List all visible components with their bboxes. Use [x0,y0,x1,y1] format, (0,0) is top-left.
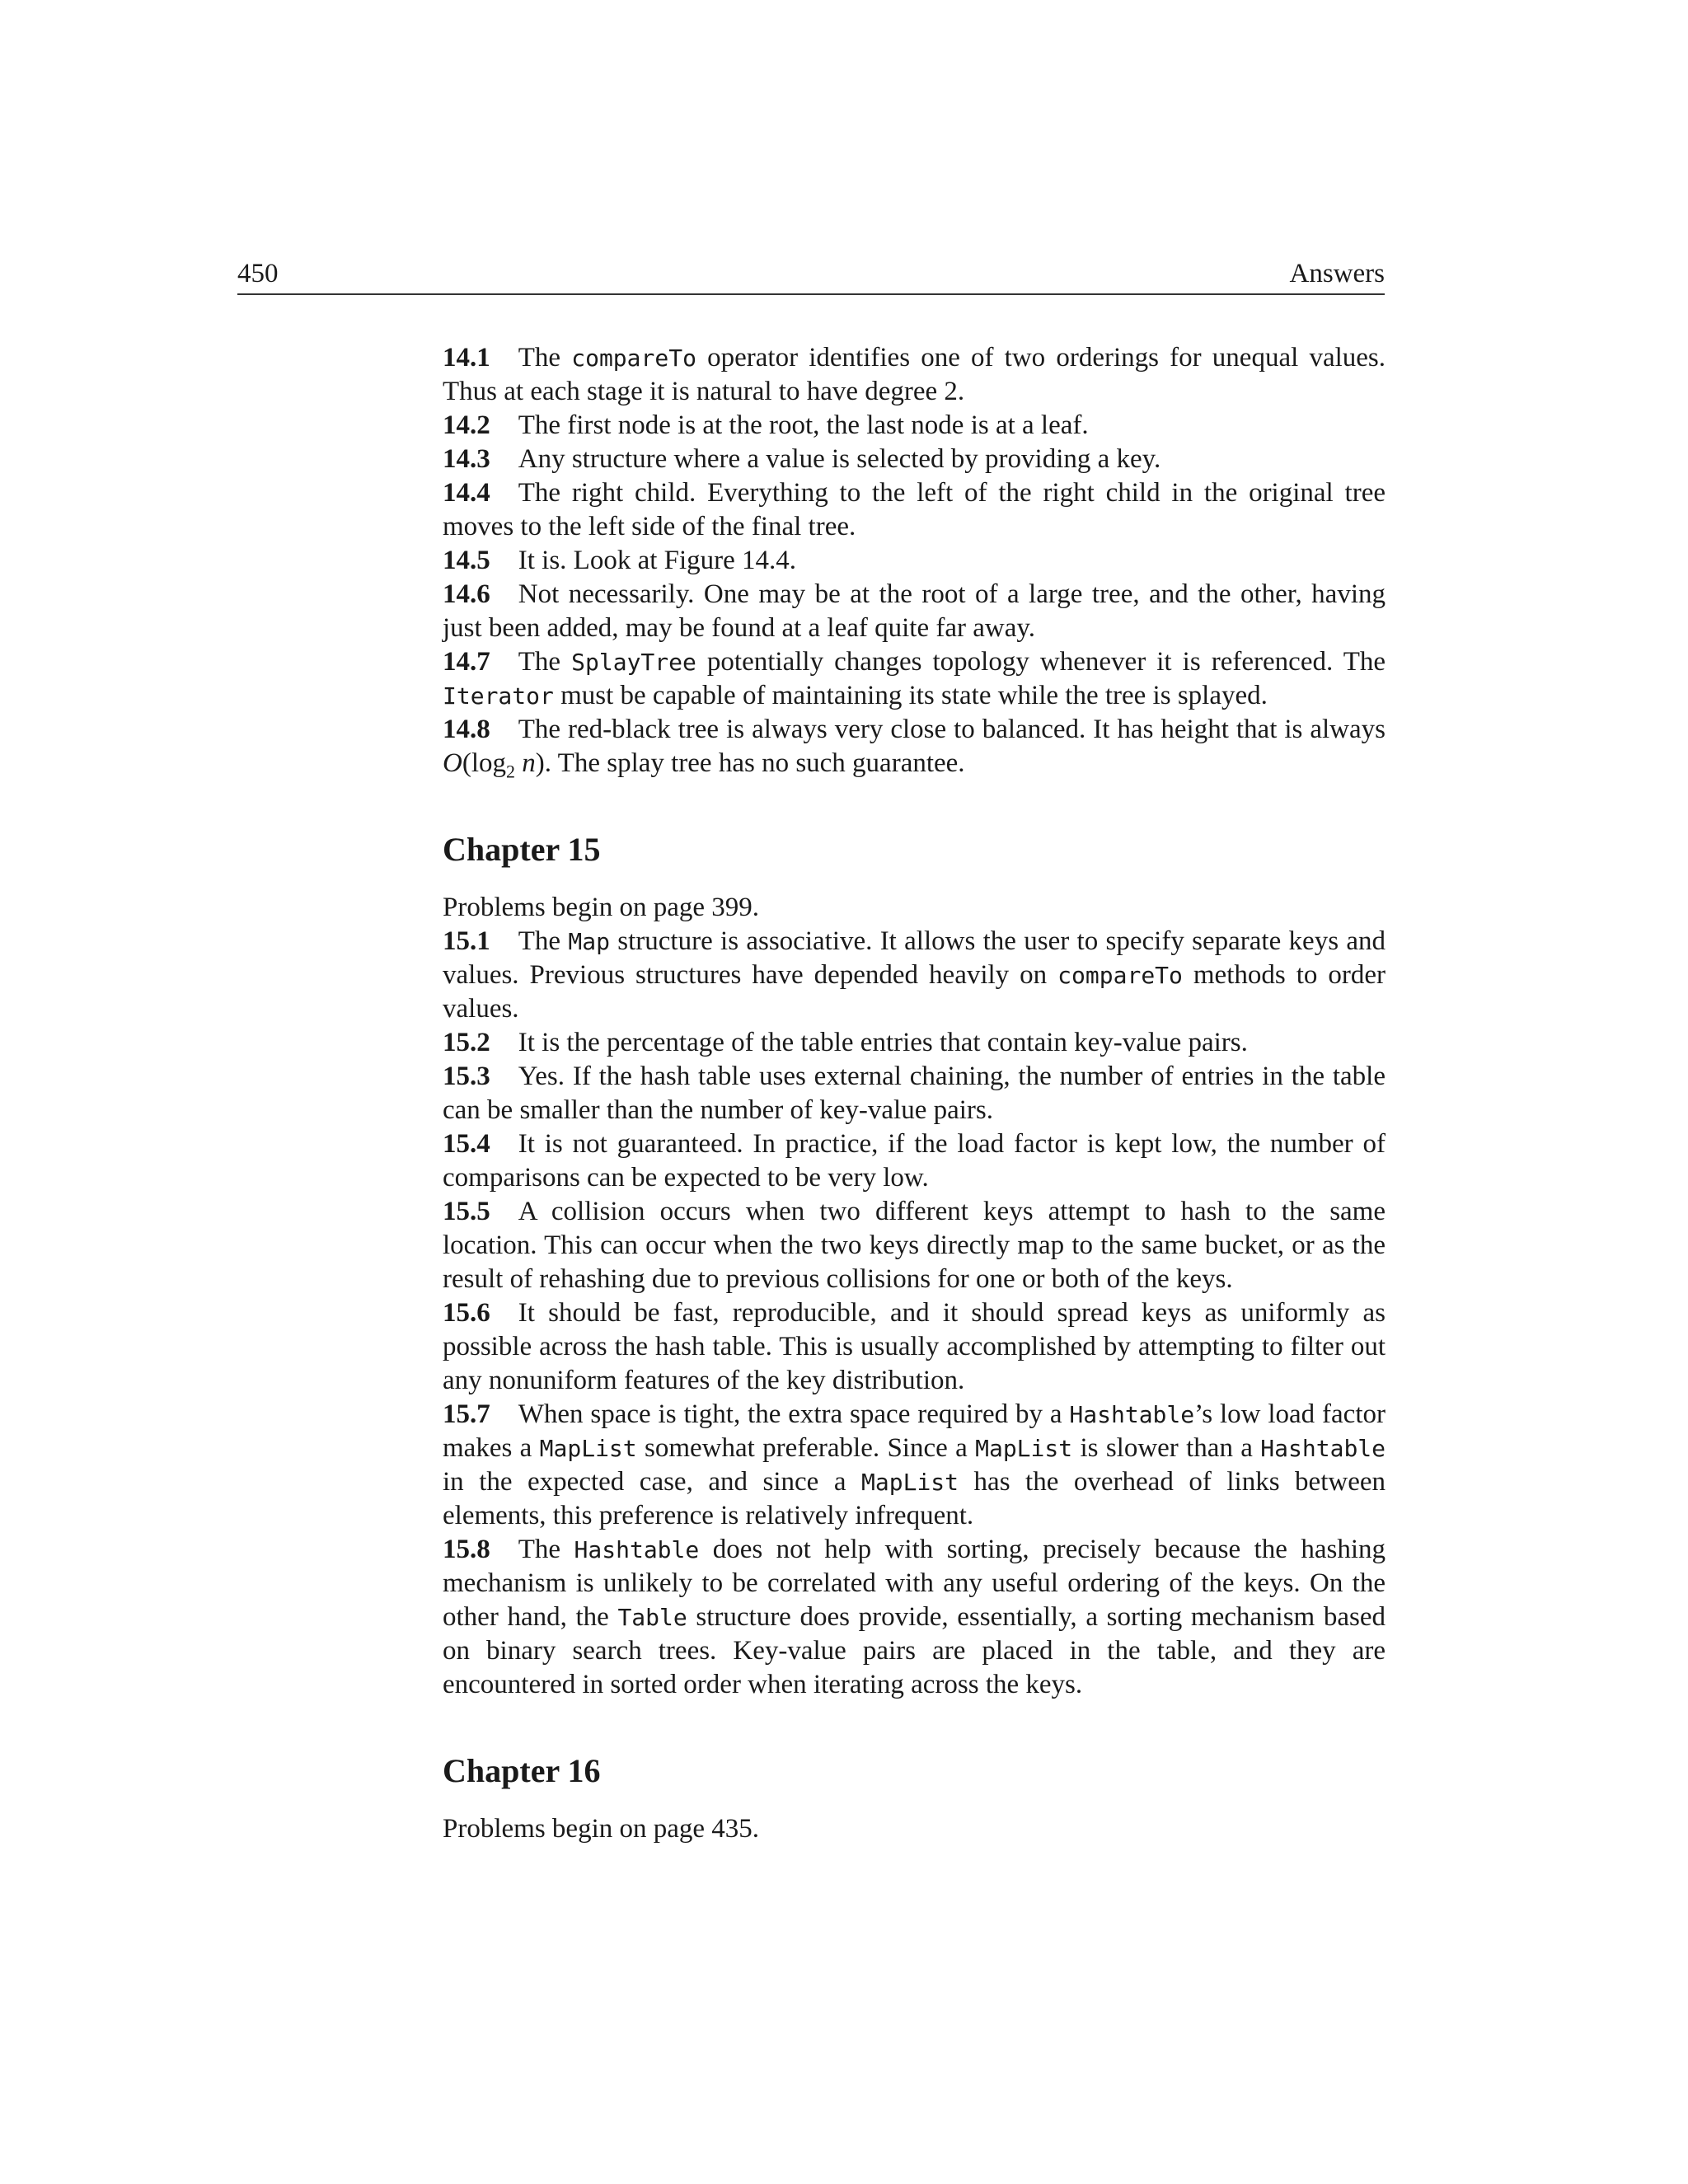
answers-body [443,341,1386,1846]
answer-number: 15.8 [443,1535,490,1564]
answer-number: 14.3 [443,444,490,474]
answer-14-7 [443,645,1386,713]
answer-15-1 [443,925,1386,1026]
answer-number: 14.1 [443,343,490,373]
math-n: n [515,748,536,778]
answer-14-8 [443,713,1386,780]
answer-text: It is. Look at Figure 14.4. [518,546,797,575]
answer-text: . The splay tree has no such guarantee. [544,748,965,778]
code-term: Hashtable [1069,1401,1195,1428]
chapter-16-intro: Problems begin on page 435. [443,1814,760,1844]
answer-text: The first node is at the root, the last node is at a leaf. [518,410,1089,440]
answer-number: 15.4 [443,1129,490,1159]
math-big-o: O [443,748,462,778]
answer-14-1 [443,341,1386,409]
answer-15-3 [443,1060,1386,1127]
answer-text: Yes. If the hash table uses external chaining, the number of entries in the table can be smaller than the number of key-value pairs. [443,1062,1386,1125]
answer-number: 14.4 [443,478,490,508]
answer-text: somewhat preferable. Since a [636,1433,976,1463]
code-term: MapList [975,1435,1073,1462]
answer-15-5 [443,1195,1386,1296]
answer-text: structure is associative. It allows the user to specify separate keys and values. Previous structures have depended heavily on [443,926,1386,990]
answer-14-6 [443,578,1386,645]
answer-text: does not help with sorting, precisely because the hashing mechanism is unlikely to be correlated with any useful ordering of the keys. On the other hand, the [443,1535,1386,1632]
answer-text: structure does provide, essentially, a sorting mechanism based on binary search trees. Key-value pairs are placed in the table, and they are encountered in sorted order when iterating across the keys. [443,1602,1386,1699]
code-term: Hashtable [1260,1435,1386,1462]
running-header [237,254,1385,295]
answer-14-2 [443,409,1386,443]
answer-number: 15.6 [443,1298,490,1328]
answer-15-6 [443,1296,1386,1398]
answer-15-2 [443,1026,1386,1060]
answer-text: A collision occurs when two different keys attempt to hash to the same location. This can occur when the two keys directly map to the same bucket, or as the result of rehashing due to previous collisions for one or both of the keys. [443,1197,1386,1294]
page-number: 450 [237,259,279,288]
code-term: Table [617,1604,687,1631]
answer-number: 14.5 [443,546,490,575]
math-log: (log [462,748,507,778]
code-term: Iterator [443,682,554,710]
answer-text: The [518,647,572,677]
chapter-16-heading: Chapter 16 [443,1752,601,1789]
answer-text: The right child. Everything to the left of the right child in the original tree moves to the left side of the final tree. [443,478,1386,541]
answer-text: ’s low load factor makes a [443,1399,1386,1463]
answer-14-4 [443,476,1386,544]
code-term: MapList [539,1435,637,1462]
answer-text: The [518,1535,574,1564]
code-term: SplayTree [571,649,696,676]
answer-number: 14.2 [443,410,490,440]
answer-14-5 [443,544,1386,578]
answer-text: methods to order values. [443,960,1386,1024]
code-term: Hashtable [574,1536,700,1563]
chapter-15-intro: Problems begin on page 399. [443,893,760,922]
code-term: MapList [861,1469,959,1496]
answer-text: It is not guaranteed. In practice, if the load factor is kept low, the number of comparisons can be expected to be very low. [443,1129,1386,1193]
answer-number: 15.2 [443,1028,490,1057]
answer-15-7 [443,1398,1386,1533]
answer-number: 15.5 [443,1197,490,1226]
code-term: compareTo [1057,962,1183,989]
answer-number: 15.1 [443,926,490,956]
answer-text: potentially changes topology whenever it is referenced. The [696,647,1386,677]
answer-number: 15.3 [443,1062,490,1091]
code-term: Map [568,928,610,955]
math-close: ) [535,748,545,778]
answer-number: 15.7 [443,1399,490,1429]
answer-text: The red-black tree is always very close to balanced. It has height that is always [518,715,1386,744]
answer-text: operator identifies one of two orderings for unequal values. Thus at each stage it is natural to have degree 2. [443,343,1386,406]
answer-text: Not necessarily. One may be at the root of a large tree, and the other, having just been added, may be found at a leaf quite far away. [443,579,1386,643]
math-subscript: 2 [506,761,516,782]
answer-text: Any structure where a value is selected by providing a key. [518,444,1161,474]
answer-text: It should be fast, reproducible, and it should spread keys as uniformly as possible across the hash table. This is usually accomplished by attempting to filter out any nonuniform features of the key distribution. [443,1298,1386,1395]
running-head-title: Answers [1289,259,1385,288]
answer-number: 14.8 [443,715,490,744]
answer-text: must be capable of maintaining its state while the tree is splayed. [553,681,1268,710]
chapter-15-heading: Chapter 15 [443,831,601,868]
answer-text: in the expected case, and since a [443,1467,862,1497]
code-term: compareTo [571,344,696,372]
answer-text: When space is tight, the extra space required by a [518,1399,1070,1429]
answer-text: is slower than a [1072,1433,1261,1463]
answer-15-4 [443,1127,1386,1195]
answer-text: The [518,926,569,956]
answer-text: The [518,343,572,373]
answer-number: 14.6 [443,579,490,609]
answer-15-8 [443,1533,1386,1702]
answer-number: 14.7 [443,647,490,677]
answer-text: has the overhead of links between elements, this preference is relatively infrequent. [443,1467,1386,1530]
answer-14-3 [443,443,1386,476]
answer-text: It is the percentage of the table entries that contain key-value pairs. [518,1028,1248,1057]
